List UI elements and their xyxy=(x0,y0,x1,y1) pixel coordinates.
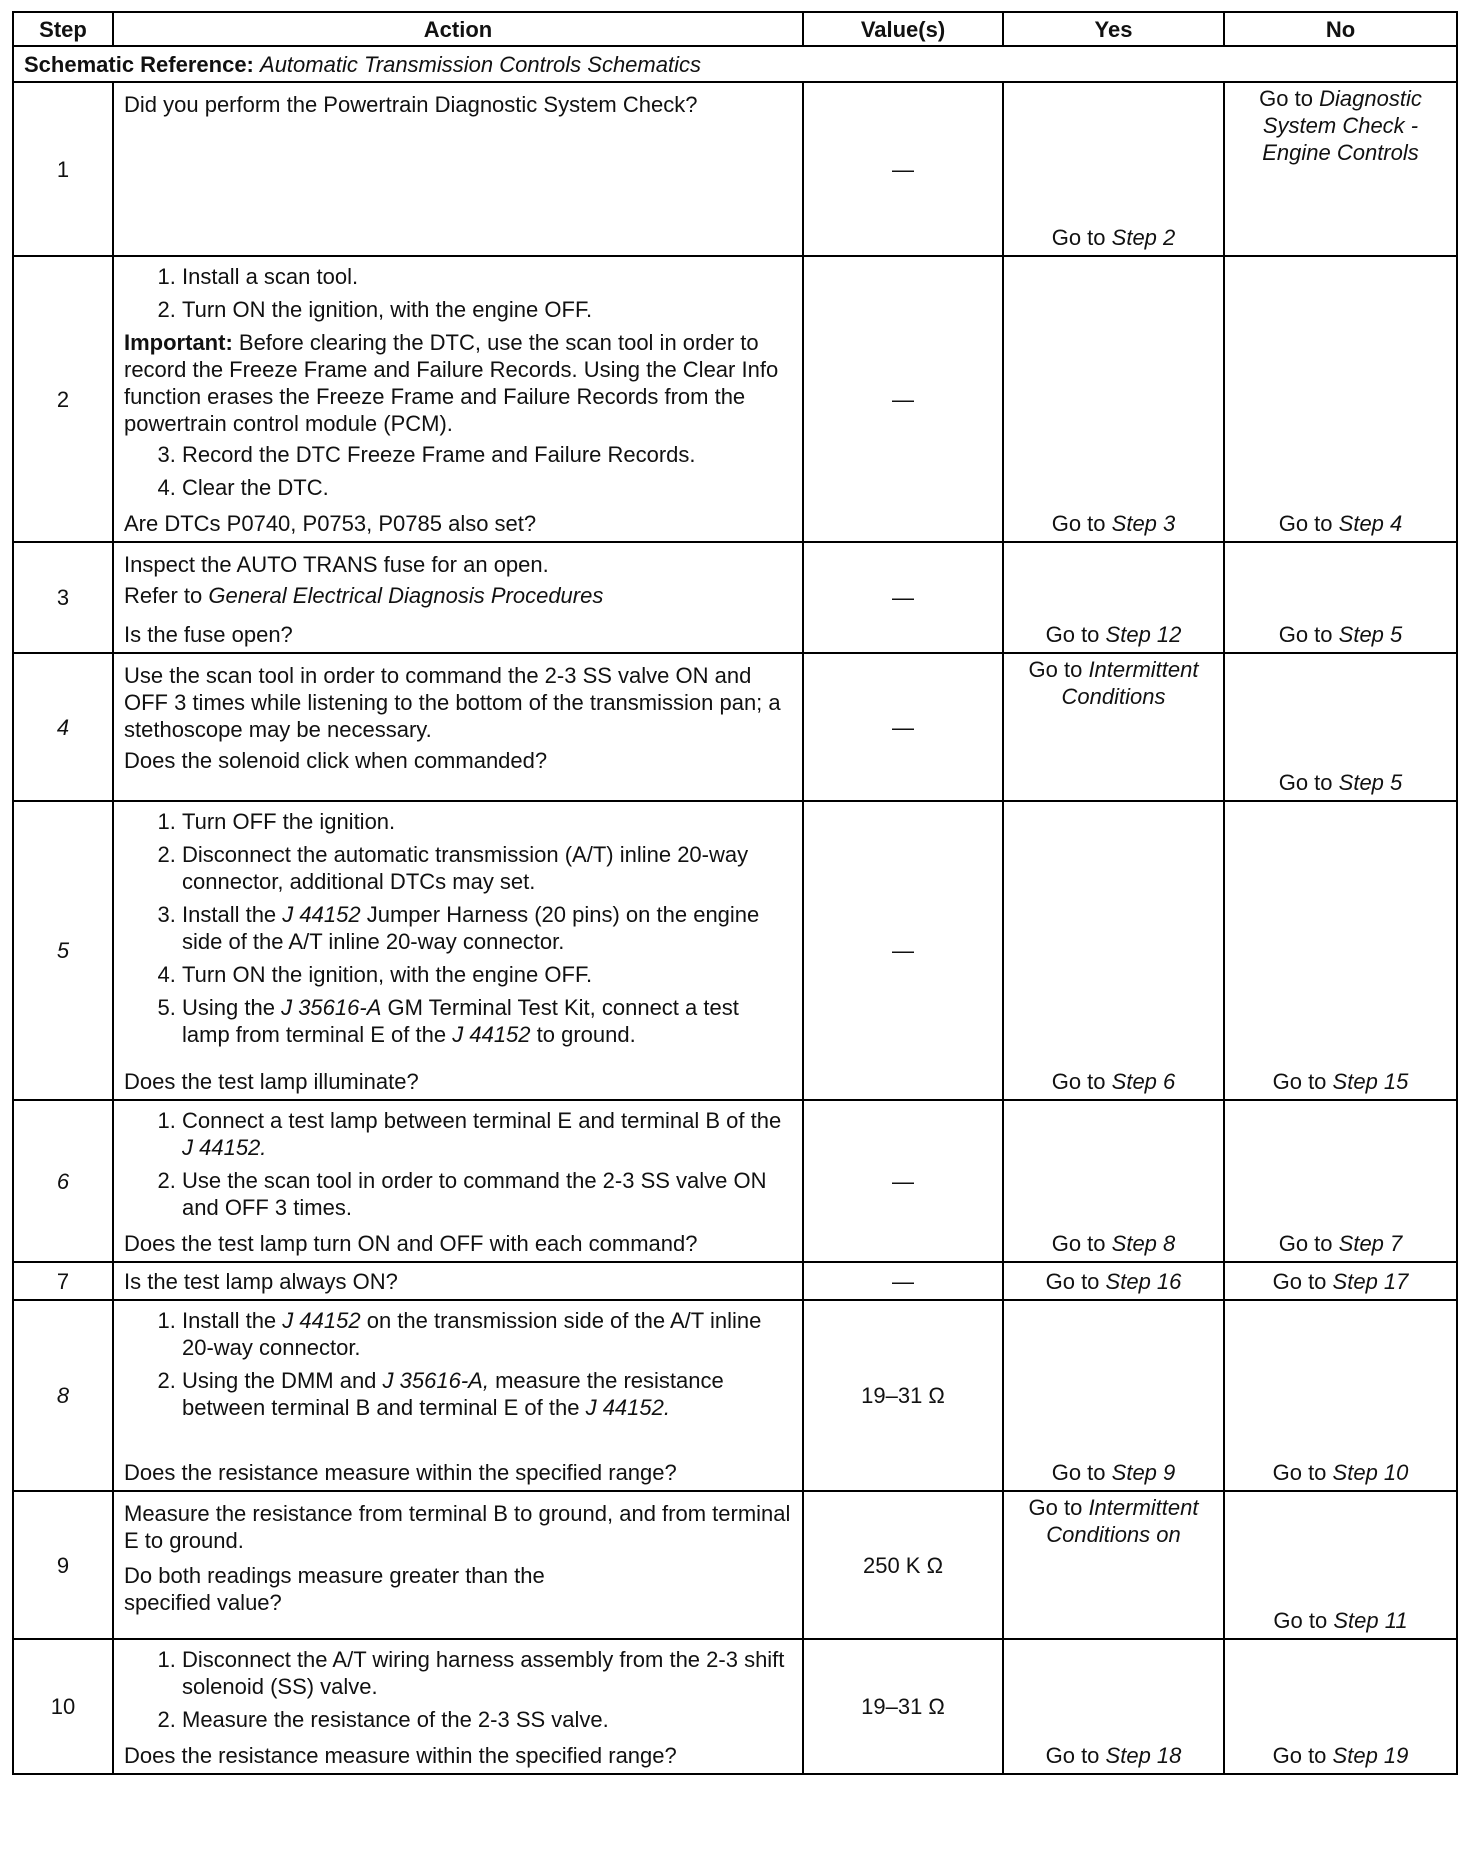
schematic-reference-link[interactable]: Automatic Transmission Controls Schematics xyxy=(260,51,701,77)
diagnostic-table-sheet xyxy=(12,11,1456,1775)
step-number: 4 xyxy=(13,653,113,801)
table-row xyxy=(13,256,1457,542)
list-item: 1. Connect a test lamp between terminal E and terminal B of the J 44152. xyxy=(182,1107,792,1161)
list-item: 1. Turn OFF the ignition. xyxy=(182,808,792,835)
action-text: Inspect the AUTO TRANS fuse for an open. xyxy=(124,552,549,577)
no-cell xyxy=(1224,801,1457,1100)
schematic-reference-label: Schematic Reference: xyxy=(24,51,254,77)
action-cell xyxy=(113,256,803,542)
table-row xyxy=(13,82,1457,256)
step-number: 9 xyxy=(13,1491,113,1639)
action-reference: Refer to General Electrical Diagnosis Procedures xyxy=(124,583,604,608)
list-item: 2. Measure the resistance of the 2-3 SS valve. xyxy=(182,1706,792,1733)
yes-cell xyxy=(1003,1639,1224,1774)
step-number: 3 xyxy=(13,542,113,653)
value-cell: — xyxy=(803,801,1003,1100)
action-cell xyxy=(113,82,803,256)
no-goto[interactable]: Go to Step 15 xyxy=(1272,1069,1409,1094)
header-yes: Yes xyxy=(1003,12,1224,46)
step-number: 1 xyxy=(13,82,113,256)
yes-goto[interactable]: Go to Intermittent Conditions on xyxy=(1028,1495,1199,1547)
list-item: 5. Using the J 35616-A GM Terminal Test Kit, connect a test lamp from terminal E of the J 44152 to ground. xyxy=(182,994,792,1048)
action-question: Does the test lamp illuminate? xyxy=(124,1069,419,1094)
important-note: Important: Before clearing the DTC, use the scan tool in order to record the Freeze Frame and Failure Records. Using the Clear Info function erases the Freeze Frame and Failure Records from the powertrain control module (PCM). xyxy=(124,330,779,436)
yes-cell xyxy=(1003,542,1224,653)
table-row xyxy=(13,801,1457,1100)
table-row xyxy=(13,542,1457,653)
table-row xyxy=(13,1491,1457,1639)
yes-cell xyxy=(1003,653,1224,801)
yes-goto[interactable]: Go to Step 18 xyxy=(1045,1743,1182,1768)
list-item: 4. Turn ON the ignition, with the engine OFF. xyxy=(182,961,792,988)
step-number: 8 xyxy=(13,1300,113,1491)
list-item: 2. Use the scan tool in order to command the 2-3 SS valve ON and OFF 3 times. xyxy=(182,1167,792,1221)
value-cell: — xyxy=(803,82,1003,256)
diagnostic-table xyxy=(12,11,1458,1775)
value-cell: — xyxy=(803,1100,1003,1262)
action-question: Is the test lamp always ON? xyxy=(124,1268,398,1294)
header-row xyxy=(13,12,1457,46)
header-step: Step xyxy=(13,12,113,46)
no-cell xyxy=(1224,1262,1457,1300)
step-number: 7 xyxy=(13,1262,113,1300)
no-cell xyxy=(1224,1491,1457,1639)
schematic-reference-row xyxy=(13,46,1457,82)
step-number: 2 xyxy=(13,256,113,542)
list-item: 1. Install a scan tool. xyxy=(182,263,792,290)
list-item: 2. Disconnect the automatic transmission (A/T) inline 20-way connector, additional DTCs may set. xyxy=(182,841,792,895)
schematic-reference xyxy=(13,46,1457,82)
action-question: Does the resistance measure within the specified range? xyxy=(124,1743,677,1768)
no-goto[interactable]: Go to Step 7 xyxy=(1278,1231,1403,1256)
value-cell: — xyxy=(803,542,1003,653)
no-goto[interactable]: Go to Step 5 xyxy=(1278,622,1403,647)
action-question: Is the fuse open? xyxy=(124,622,293,647)
yes-goto[interactable]: Go to Step 3 xyxy=(1051,511,1176,536)
list-item: 1. Disconnect the A/T wiring harness assembly from the 2-3 shift solenoid (SS) valve. xyxy=(182,1646,792,1700)
yes-goto[interactable]: Go to Step 8 xyxy=(1051,1231,1176,1256)
action-text: Use the scan tool in order to command the 2-3 SS valve ON and OFF 3 times while listening to the bottom of the transmission pan; a stethoscope may be necessary. xyxy=(124,663,781,742)
no-cell xyxy=(1224,653,1457,801)
list-item: 1. Install the J 44152 on the transmission side of the A/T inline 20-way connector. xyxy=(182,1307,792,1361)
no-goto[interactable]: Go to Step 5 xyxy=(1278,770,1403,795)
header-values: Value(s) xyxy=(803,12,1003,46)
yes-cell xyxy=(1003,82,1224,256)
yes-goto[interactable]: Go to Step 16 xyxy=(1045,1268,1182,1294)
table-row xyxy=(13,1100,1457,1262)
table-row xyxy=(13,653,1457,801)
action-text: Did you perform the Powertrain Diagnostic System Check? xyxy=(124,92,698,117)
no-cell xyxy=(1224,542,1457,653)
action-cell xyxy=(113,801,803,1100)
action-question: Does the solenoid click when commanded? xyxy=(124,748,548,773)
no-goto[interactable]: Go to Step 17 xyxy=(1272,1268,1409,1294)
header-no: No xyxy=(1224,12,1457,46)
action-text: Measure the resistance from terminal B to ground, and from terminal E to ground. xyxy=(124,1501,791,1553)
yes-goto[interactable]: Go to Step 2 xyxy=(1051,225,1176,250)
no-cell xyxy=(1224,1300,1457,1491)
list-item: 3. Record the DTC Freeze Frame and Failure Records. xyxy=(182,441,792,468)
header-action: Action xyxy=(113,12,803,46)
value-cell: 19–31 Ω xyxy=(803,1300,1003,1491)
table-row xyxy=(13,1639,1457,1774)
step-number: 10 xyxy=(13,1639,113,1774)
yes-cell xyxy=(1003,1491,1224,1639)
yes-cell xyxy=(1003,1262,1224,1300)
yes-goto[interactable]: Go to Step 12 xyxy=(1045,622,1182,647)
no-goto[interactable]: Go to Step 4 xyxy=(1278,511,1403,536)
no-goto[interactable]: Go to Step 10 xyxy=(1272,1460,1409,1485)
list-item: 2. Using the DMM and J 35616-A, measure the resistance between terminal B and terminal E of the J 44152. xyxy=(182,1367,792,1421)
value-cell: — xyxy=(803,256,1003,542)
value-cell: 19–31 Ω xyxy=(803,1639,1003,1774)
table-row xyxy=(13,1262,1457,1300)
yes-goto[interactable]: Go to Intermittent Conditions xyxy=(1028,657,1199,709)
list-item: 4. Clear the DTC. xyxy=(182,474,792,501)
yes-goto[interactable]: Go to Step 9 xyxy=(1051,1460,1176,1485)
no-goto[interactable]: Go to Step 11 xyxy=(1273,1608,1408,1633)
action-cell xyxy=(113,1300,803,1491)
step-number: 6 xyxy=(13,1100,113,1262)
no-goto[interactable]: Go to Step 19 xyxy=(1272,1743,1409,1768)
yes-cell xyxy=(1003,801,1224,1100)
action-question: Does the test lamp turn ON and OFF with each command? xyxy=(124,1231,698,1256)
yes-cell xyxy=(1003,1100,1224,1262)
action-cell xyxy=(113,1491,803,1639)
no-cell xyxy=(1224,1639,1457,1774)
list-item: 2. Turn ON the ignition, with the engine OFF. xyxy=(182,296,792,323)
no-cell xyxy=(1224,82,1457,256)
no-cell xyxy=(1224,256,1457,542)
action-question: Do both readings measure greater than the specified value? xyxy=(124,1563,545,1615)
list-item: 3. Install the J 44152 Jumper Harness (20 pins) on the engine side of the A/T inline 20-way connector. xyxy=(182,901,792,955)
action-question: Are DTCs P0740, P0753, P0785 also set? xyxy=(124,511,537,536)
yes-goto[interactable]: Go to Step 6 xyxy=(1051,1069,1176,1094)
yes-cell xyxy=(1003,256,1224,542)
action-cell xyxy=(113,1639,803,1774)
action-cell xyxy=(113,653,803,801)
value-cell: — xyxy=(803,653,1003,801)
step-number: 5 xyxy=(13,801,113,1100)
no-goto[interactable]: Go to Diagnostic System Check - Engine Controls xyxy=(1259,86,1422,165)
no-cell xyxy=(1224,1100,1457,1262)
value-cell: — xyxy=(803,1262,1003,1300)
action-question: Does the resistance measure within the specified range? xyxy=(124,1460,677,1485)
action-cell xyxy=(113,1262,803,1300)
table-row xyxy=(13,1300,1457,1491)
yes-cell xyxy=(1003,1300,1224,1491)
action-cell xyxy=(113,1100,803,1262)
value-cell: 250 K Ω xyxy=(803,1491,1003,1639)
action-cell xyxy=(113,542,803,653)
